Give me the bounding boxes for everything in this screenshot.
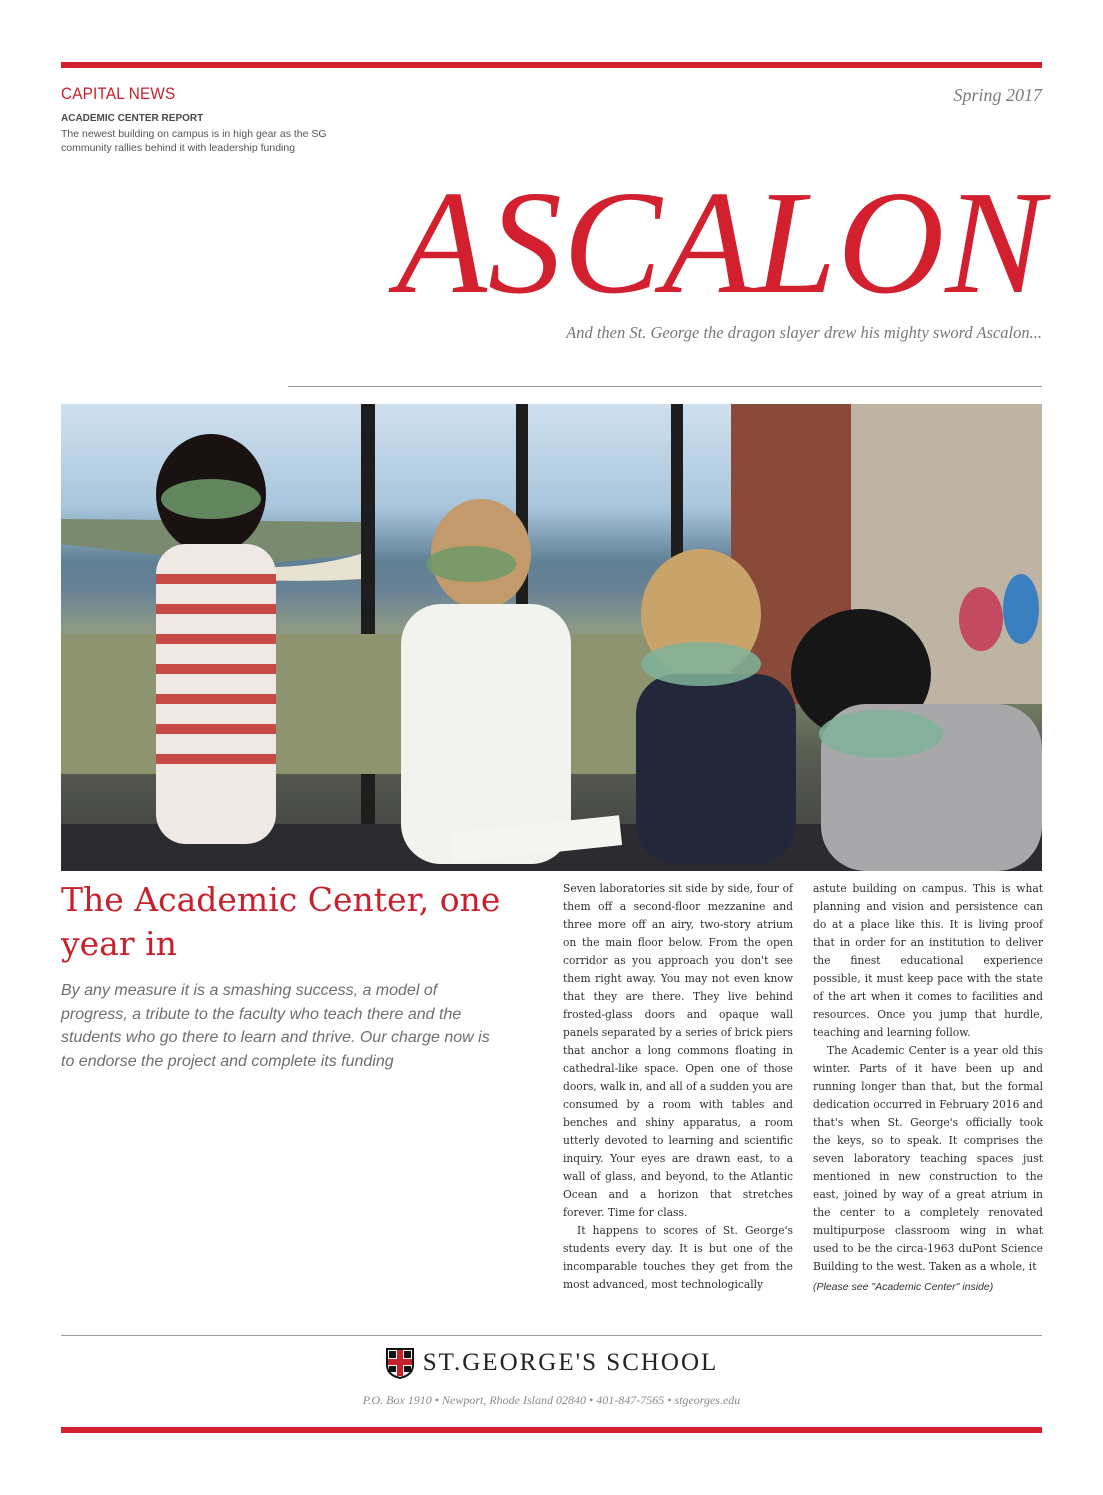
bottom-red-rule (61, 1427, 1042, 1433)
divider-rule (288, 386, 1042, 387)
report-kicker: ACADEMIC CENTER REPORT (61, 113, 204, 124)
issue-date: Spring 2017 (953, 85, 1042, 105)
continued-note: (Please see "Academic Center" inside) (813, 1281, 994, 1293)
footer-logo (0, 1347, 1103, 1379)
report-dek: The newest building on campus is in high gear as the SG community rallies behind it with leadership funding (61, 128, 327, 154)
footer-divider (61, 1335, 1042, 1336)
body-column-1 (563, 880, 793, 1294)
school-crest-icon (385, 1347, 415, 1379)
masthead-tagline: And then St. George the dragon slayer drew his mighty sword Ascalon... (566, 323, 1042, 342)
body-paragraph: It happens to scores of St. George's students every day. It is but one of the incomparable touches they get from the most advanced, most technologically (563, 1224, 793, 1291)
body-paragraph: Seven laboratories sit side by side, four of them off a second-floor mezzanine and three more off an airy, two-story atrium on the main floor below. From the open corridor as you approach you don't see them right away. You may not even know that they are there. They live behind frosted-glass doors and opaque wall panels separated by a series of brick piers that anchor a long commons floating in cathedral-like space. Open one of those doors, walk in, and all of a sudden you are consumed by a room with tables and benches and shiny apparatus, a room utterly devoted to learning and scientific inquiry. Your eyes are drawn east, to a wall of glass, and beyond, to the Atlantic Ocean and a horizon that stretches forever. Time for class. (563, 882, 793, 1219)
contact-line: P.O. Box 1910 • Newport, Rhode Island 02840 • 401-847-7565 • stgeorges.edu (362, 1393, 741, 1407)
lab-photo (61, 404, 1042, 871)
body-column-2 (813, 880, 1043, 1296)
article-headline: The Academic Center, one year in (61, 880, 501, 963)
masthead-title: ASCALON (396, 161, 1045, 325)
article-deck: By any measure it is a smashing success, a model of progress, a tribute to the faculty who teach there and the students who go there to learn and thrive. Our charge now is to endorse the project and complete its funding (61, 982, 490, 1070)
lab-photo-illustration (61, 404, 1042, 871)
top-red-rule (61, 62, 1042, 68)
body-paragraph: The Academic Center is a year old this winter. Parts of it have been up and running longer than that, but the formal dedication occurred in February 2016 and that's when St. George's officially took the keys, so to speak. It comprises the seven laboratory teaching spaces just mentioned in new construction to the east, joined by way of a great atrium in the center to a completely renovated multipurpose classroom wing in what used to be the circa-1963 duPont Science Building to the west. Taken as a whole, it (813, 1044, 1043, 1273)
body-paragraph: astute building on campus. This is what planning and vision and persistence can do at a place like this. It is living proof that in order for an institution to deliver the finest educational experience possible, it must keep pace with the state of the art when it comes to facilities and resources. Once you jump that hurdle, teaching and learning follow. (813, 882, 1043, 1039)
section-label: CAPITAL NEWS (61, 84, 176, 103)
school-name: ST.GEORGE'S SCHOOL (422, 1349, 719, 1376)
